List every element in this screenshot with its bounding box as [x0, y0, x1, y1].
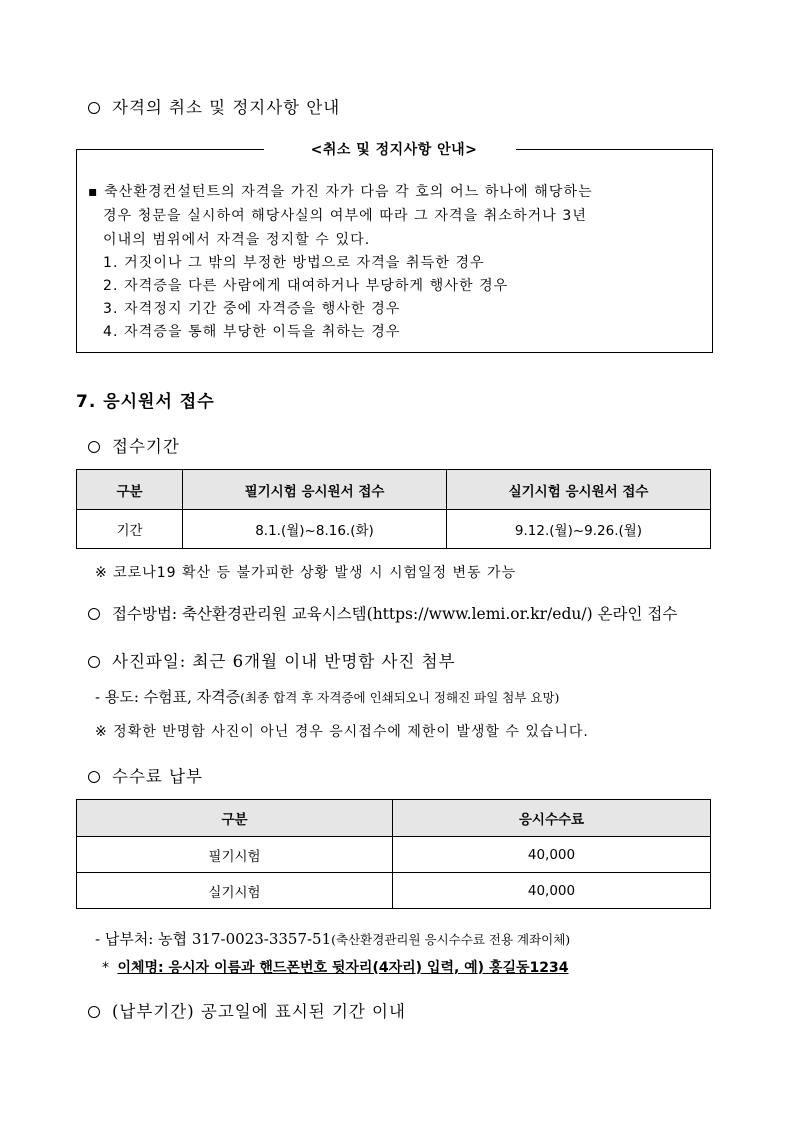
- table-cell: 8.1.(월)~8.16.(화): [183, 510, 447, 549]
- transfer-note-line: [102, 957, 569, 977]
- circle-bullet-icon: [88, 656, 100, 668]
- table-header: 구분: [77, 800, 393, 837]
- fee-heading: 수수료 납부: [88, 763, 203, 787]
- table-header: 필기시험 응시원서 접수: [183, 470, 447, 510]
- table-cell: 40,000: [393, 837, 711, 873]
- table-cell: 실기시험: [77, 873, 393, 909]
- table-row: [77, 873, 711, 909]
- period-table: [76, 469, 711, 549]
- photo-note: ※ 정확한 반명함 사진이 아닌 경우 응시접수에 제한이 발생할 수 있습니다.: [95, 724, 589, 740]
- table-cell: 9.12.(월)~9.26.(월): [447, 510, 711, 549]
- box-title: <취소 및 정지사항 안내>: [310, 142, 478, 158]
- section-title: 7. 응시원서 접수: [76, 392, 215, 412]
- list-item: 1. 거짓이나 그 밖의 부정한 방법으로 자격을 취득한 경우: [103, 255, 485, 271]
- payee-line: - 납부처: 농협 317-0023-3357-51(축산환경관리원 응시수수료 전용 계좌이체): [95, 930, 571, 948]
- usage-line: - 용도: 수험표, 자격증(최종 합격 후 자격증에 인쇄되오니 정해진 파일 첨부 요망): [95, 688, 560, 706]
- table-header: 실기시험 응시원서 접수: [447, 470, 711, 510]
- period-heading: 접수기간: [88, 433, 180, 457]
- circle-bullet-icon: [88, 608, 100, 620]
- covid-note: ※ 코로나19 확산 등 불가피한 상황 발생 시 시험일정 변동 가능: [95, 565, 517, 581]
- cancel-heading: 자격의 취소 및 정지사항 안내: [88, 94, 340, 118]
- table-cell: 기간: [77, 510, 183, 549]
- table-header-row: [77, 800, 711, 837]
- deadline-line: (납부기간) 공고일에 표시된 기간 이내: [88, 998, 406, 1022]
- photo-line: 사진파일: 최근 6개월 이내 반명함 사진 첨부: [88, 648, 456, 672]
- intro-line-2: 경우 청문을 실시하여 해당사실의 여부에 따라 그 자격을 취소하거나 3년: [103, 208, 588, 224]
- table-row: [77, 837, 711, 873]
- table-cell: 40,000: [393, 873, 711, 909]
- method-line: 접수방법: 축산환경관리원 교육시스템(https://www.lemi.or.kr/edu/) 온라인 접수: [88, 602, 677, 624]
- list-item: 4. 자격증을 통해 부당한 이득을 취하는 경우: [103, 324, 401, 340]
- table-header: 구분: [77, 470, 183, 510]
- list-item: 2. 자격증을 다른 사람에게 대여하거나 부당하게 행사한 경우: [103, 278, 509, 294]
- circle-bullet-icon: [88, 102, 100, 114]
- asterisk-mark: *: [102, 960, 109, 976]
- table-header: 응시수수료: [393, 800, 711, 837]
- table-header-row: [77, 470, 711, 510]
- intro-line-1: ▪ 축산환경컨설턴트의 자격을 가진 자가 다음 각 호의 어느 하나에 해당하는: [88, 184, 593, 200]
- intro-line-3: 이내의 범위에서 자격을 정지할 수 있다.: [103, 232, 371, 248]
- circle-bullet-icon: [88, 441, 100, 453]
- circle-bullet-icon: [88, 1006, 100, 1018]
- transfer-note: 이체명: 응시자 이름과 핸드폰번호 뒷자리(4자리) 입력, 예) 홍길동1234: [117, 960, 569, 976]
- table-row: [77, 510, 711, 549]
- table-cell: 필기시험: [77, 837, 393, 873]
- fee-table: [76, 799, 711, 909]
- circle-bullet-icon: [88, 771, 100, 783]
- list-item: 3. 자격정지 기간 중에 자격증을 행사한 경우: [103, 301, 401, 317]
